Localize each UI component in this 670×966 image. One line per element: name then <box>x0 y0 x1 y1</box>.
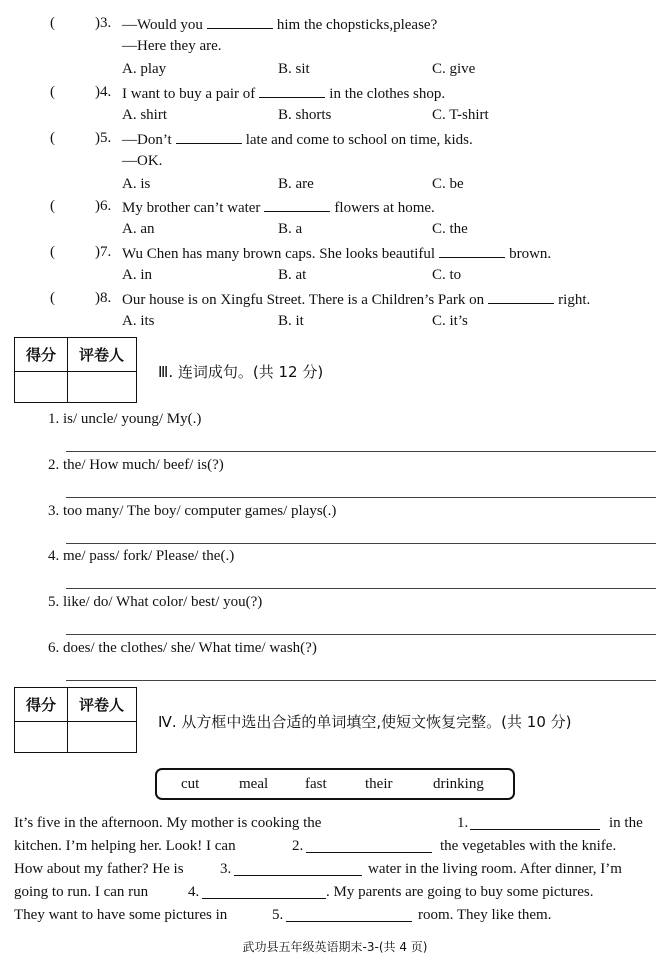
word-option: fast <box>305 776 327 792</box>
reorder-item: 4. me/ pass/ fork/ Please/ the(.) <box>48 548 235 564</box>
blank-4-input[interactable] <box>202 884 326 899</box>
score-label: 得分 <box>25 346 56 364</box>
question-stem: —Would you him the chopsticks,please? <box>122 17 438 33</box>
page-footer: 武功县五年级英语期末-3-(共 4 页) <box>242 940 428 954</box>
answer-line[interactable] <box>66 680 656 681</box>
answer-line[interactable] <box>66 634 656 635</box>
word-option: drinking <box>433 776 484 792</box>
question-stem: —Don’t late and come to school on time, kids. <box>122 132 473 148</box>
question-number: )5. <box>95 130 112 146</box>
reorder-item: 6. does/ the clothes/ she/ What time/ wash(?) <box>48 640 317 656</box>
fill-blank[interactable] <box>176 130 242 144</box>
grader-label: 评卷人 <box>78 346 124 364</box>
answer-paren[interactable]: ( <box>50 290 55 306</box>
blank-label: 1. <box>457 815 469 831</box>
fill-blank[interactable] <box>488 290 554 304</box>
question-number: )6. <box>95 198 112 214</box>
fill-blank[interactable] <box>439 244 505 258</box>
question-reply: —Here they are. <box>122 38 222 54</box>
question-number: )3. <box>95 15 112 31</box>
question-stem: Wu Chen has many brown caps. She looks beautiful brown. <box>122 246 552 262</box>
blank-5-input[interactable] <box>286 907 412 922</box>
word-option: their <box>365 776 393 792</box>
fill-blank[interactable] <box>264 198 330 212</box>
option-c[interactable]: C. T-shirt <box>432 107 489 123</box>
score-box-section-4 <box>14 687 137 753</box>
blank-1-input[interactable] <box>470 815 600 830</box>
word-option: meal <box>239 776 269 792</box>
option-b[interactable]: B. sit <box>278 61 310 77</box>
option-c[interactable]: C. to <box>432 267 462 283</box>
option-c[interactable]: C. give <box>432 61 476 77</box>
answer-paren[interactable]: ( <box>50 84 55 100</box>
blank-label: 4. <box>188 884 200 900</box>
fill-blank[interactable] <box>207 15 273 29</box>
blank-3-input[interactable] <box>234 861 362 876</box>
option-a[interactable]: A. is <box>122 176 151 192</box>
answer-paren[interactable]: ( <box>50 15 55 31</box>
question-stem: I want to buy a pair of in the clothes shop. <box>122 86 446 102</box>
blank-2-input[interactable] <box>306 838 432 853</box>
option-a[interactable]: A. its <box>122 313 155 329</box>
reorder-item: 5. like/ do/ What color/ best/ you(?) <box>48 594 263 610</box>
answer-line[interactable] <box>66 543 656 544</box>
section-3-title: Ⅲ. 连词成句。(共 12 分) <box>158 363 324 381</box>
option-a[interactable]: A. in <box>122 267 152 283</box>
reorder-item: 2. the/ How much/ beef/ is(?) <box>48 457 224 473</box>
question-number: )7. <box>95 244 112 260</box>
option-a[interactable]: A. shirt <box>122 107 167 123</box>
reorder-item: 1. is/ uncle/ young/ My(.) <box>48 411 202 427</box>
score-label: 得分 <box>25 696 56 714</box>
blank-label: 5. <box>272 907 284 923</box>
option-b[interactable]: B. it <box>278 313 304 329</box>
question-stem: My brother can’t water flowers at home. <box>122 200 435 216</box>
option-a[interactable]: A. play <box>122 61 167 77</box>
fill-blank[interactable] <box>259 84 325 98</box>
option-b[interactable]: B. at <box>278 267 307 283</box>
answer-paren[interactable]: ( <box>50 198 55 214</box>
option-b[interactable]: B. shorts <box>278 107 332 123</box>
option-b[interactable]: B. are <box>278 176 314 192</box>
answer-line[interactable] <box>66 451 656 452</box>
reorder-item: 3. too many/ The boy/ computer games/ plays(.) <box>48 503 337 519</box>
blank-label: 2. <box>292 838 304 854</box>
word-box <box>155 768 515 800</box>
answer-line[interactable] <box>66 497 656 498</box>
blank-label: 3. <box>220 861 232 877</box>
option-c[interactable]: C. be <box>432 176 464 192</box>
option-c[interactable]: C. the <box>432 221 468 237</box>
score-box-section-3 <box>14 337 137 403</box>
question-stem: Our house is on Xingfu Street. There is a Children’s Park on right. <box>122 292 591 308</box>
question-number: )8. <box>95 290 112 306</box>
option-a[interactable]: A. an <box>122 221 155 237</box>
answer-line[interactable] <box>66 588 656 589</box>
grader-label: 评卷人 <box>78 696 124 714</box>
answer-paren[interactable]: ( <box>50 244 55 260</box>
question-number: )4. <box>95 84 112 100</box>
section-4-title: Ⅳ. 从方框中选出合适的单词填空,使短文恢复完整。(共 10 分) <box>158 713 572 731</box>
option-c[interactable]: C. it’s <box>432 313 468 329</box>
answer-paren[interactable]: ( <box>50 130 55 146</box>
word-option: cut <box>181 776 200 792</box>
question-reply: —OK. <box>122 153 163 169</box>
option-b[interactable]: B. a <box>278 221 303 237</box>
